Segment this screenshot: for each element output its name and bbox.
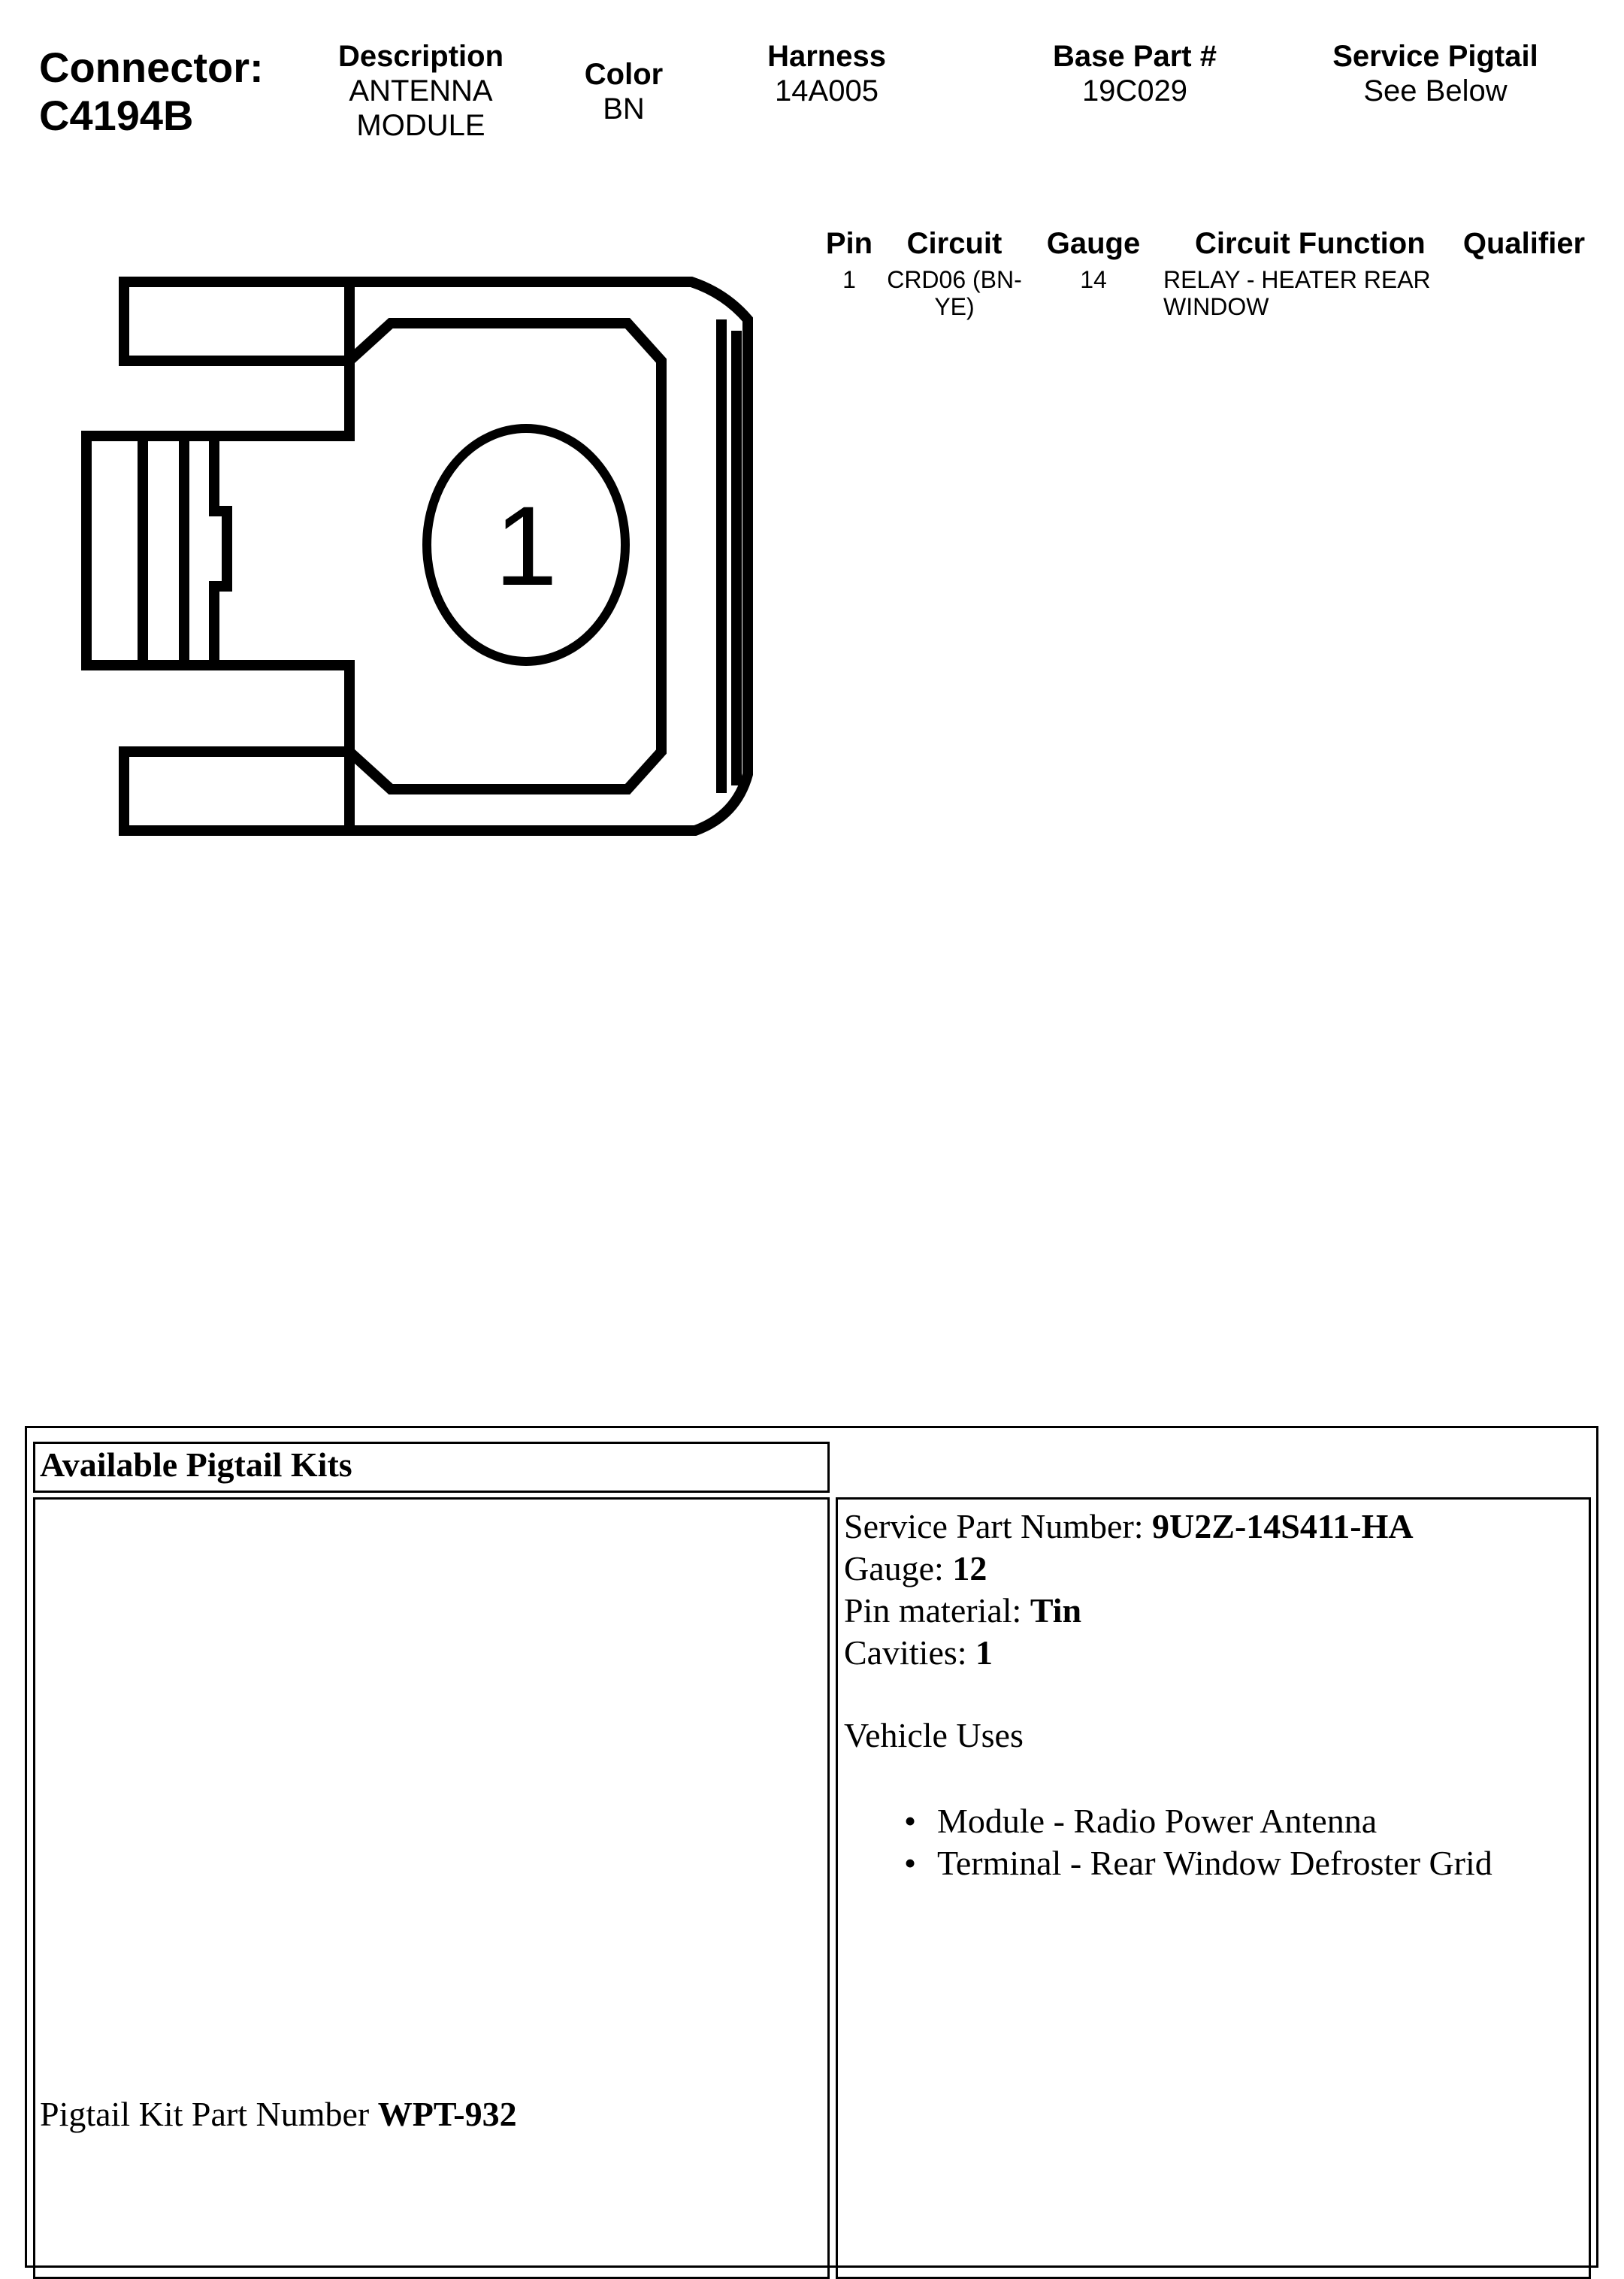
kit-part-number-line xyxy=(40,2093,517,2135)
circuit-cell-line2: YE) xyxy=(934,293,975,320)
service-pigtail-value: See Below xyxy=(1363,74,1508,107)
function-cell-line2: WINDOW xyxy=(1163,293,1269,320)
base-part-column xyxy=(1022,39,1247,108)
gauge-cell: 14 xyxy=(1080,266,1107,293)
description-value-line1: ANTENNA xyxy=(349,74,493,107)
gauge-column xyxy=(1037,225,1150,293)
pin-column xyxy=(812,225,887,293)
color-column xyxy=(556,57,691,126)
pigtail-kit-cell xyxy=(33,1497,830,2279)
function-cell-line1: RELAY - HEATER REAR xyxy=(1163,266,1431,293)
service-part-label: Service Part Number: xyxy=(844,1507,1153,1545)
cavities-line xyxy=(844,1632,1492,1674)
description-value-line2: MODULE xyxy=(356,109,485,142)
circuit-column xyxy=(887,225,1022,320)
harness-column xyxy=(736,39,917,108)
vehicle-use-text: Terminal - Rear Window Defroster Grid xyxy=(937,1844,1492,1882)
pigtail-gauge-label: Gauge: xyxy=(844,1549,953,1587)
pin-material-label: Pin material: xyxy=(844,1591,1030,1630)
pigtail-kits-table xyxy=(25,1426,1598,2268)
left-rib-3 xyxy=(214,436,227,665)
pin-material-line xyxy=(844,1590,1492,1632)
vehicle-uses-list xyxy=(844,1800,1492,1884)
harness-label: Harness xyxy=(767,40,886,73)
pigtail-details xyxy=(844,1506,1492,1884)
service-part-line xyxy=(844,1506,1492,1548)
pigtail-heading: Available Pigtail Kits xyxy=(40,1445,352,1484)
pigtail-gauge-value: 12 xyxy=(952,1549,987,1587)
gauge-header: Gauge xyxy=(1046,227,1141,260)
pin-header: Pin xyxy=(825,227,873,260)
bullet-icon: • xyxy=(904,1802,917,1840)
pigtail-details-cell xyxy=(836,1497,1591,2279)
bullet-icon: • xyxy=(904,1844,917,1882)
kit-part-value: WPT-932 xyxy=(377,2095,517,2133)
harness-value: 14A005 xyxy=(775,74,879,107)
description-label: Description xyxy=(337,40,504,73)
cavities-value: 1 xyxy=(975,1633,993,1672)
description-column xyxy=(316,39,526,143)
pigtail-heading-cell xyxy=(33,1442,830,1493)
pin-1-number: 1 xyxy=(494,483,558,609)
cavities-label: Cavities: xyxy=(844,1633,976,1672)
vehicle-use-text: Module - Radio Power Antenna xyxy=(937,1802,1378,1840)
connector-title xyxy=(39,44,264,140)
connector-label: Connector: xyxy=(39,44,264,91)
color-value: BN xyxy=(603,92,645,126)
connector-face-diagram xyxy=(68,263,774,857)
circuit-function-header: Circuit Function xyxy=(1195,227,1426,260)
base-part-value: 19C029 xyxy=(1081,74,1188,107)
circuit-function-column xyxy=(1163,225,1464,320)
base-part-label: Base Part # xyxy=(1053,40,1217,73)
connector-id: C4194B xyxy=(39,92,194,139)
circuit-cell-line1: CRD06 (BN- xyxy=(887,266,1022,293)
qualifier-header: Qualifier xyxy=(1462,227,1586,260)
gauge-line xyxy=(844,1548,1492,1590)
vehicle-use-item xyxy=(844,1800,1492,1842)
service-part-value: 9U2Z-14S411-HA xyxy=(1152,1507,1414,1545)
service-pigtail-column xyxy=(1300,39,1571,108)
vehicle-use-item xyxy=(844,1842,1492,1884)
circuit-header: Circuit xyxy=(906,227,1003,260)
color-label: Color xyxy=(584,58,664,91)
pin-material-value: Tin xyxy=(1030,1591,1082,1630)
pin-cell: 1 xyxy=(842,266,856,293)
service-pigtail-label: Service Pigtail xyxy=(1332,40,1538,73)
qualifier-column xyxy=(1449,225,1599,266)
vehicle-uses-label: Vehicle Uses xyxy=(844,1716,1024,1754)
kit-part-label: Pigtail Kit Part Number xyxy=(40,2095,378,2133)
